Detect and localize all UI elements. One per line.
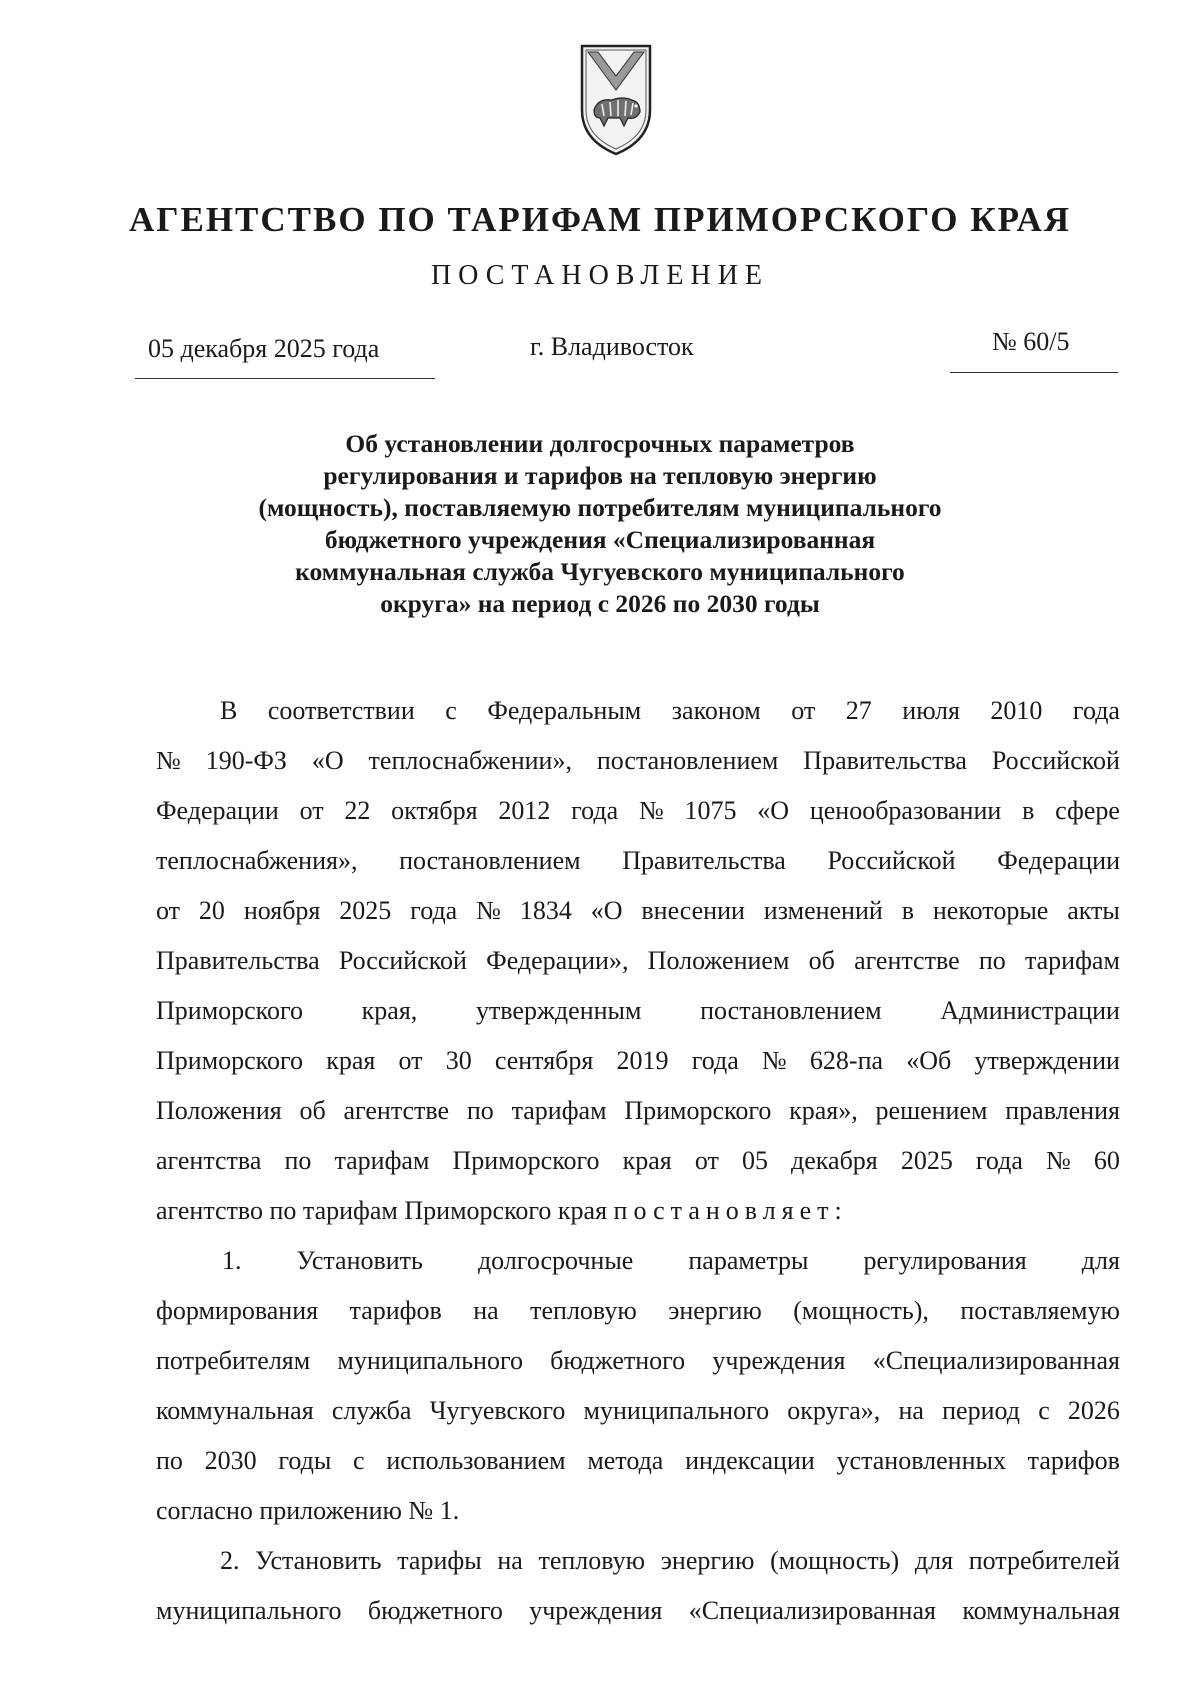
word: года [691, 1046, 739, 1075]
text-line [156, 1586, 1120, 1636]
document-subject [0, 428, 1200, 620]
word: об [808, 946, 835, 975]
agency-title: АГЕНТСТВО ПО ТАРИФАМ ПРИМОРСКОГО КРАЯ [128, 200, 1072, 239]
text-line [156, 836, 1120, 886]
word: изменений [763, 896, 883, 925]
word: 1834 [519, 896, 572, 925]
word: 2010 [990, 696, 1043, 725]
text-line [156, 736, 1120, 786]
word: агентстве [343, 1096, 450, 1125]
word: октября [391, 796, 478, 825]
word: Приморского [452, 1146, 600, 1175]
item-2-paragraph [156, 1536, 1120, 1636]
word: июля [902, 696, 960, 725]
preamble-closing-line [156, 1186, 1120, 1236]
word: агентстве [854, 946, 960, 975]
item-1-paragraph [156, 1236, 1120, 1486]
document-city: г. Владивосток [530, 332, 694, 361]
word: на [473, 1296, 499, 1325]
word: установленных [836, 1446, 1006, 1475]
word: для [914, 1546, 954, 1575]
word: параметры [688, 1246, 809, 1275]
word: № [156, 746, 181, 775]
word: «О [590, 896, 623, 925]
word: Федерации [156, 796, 279, 825]
word: В [220, 696, 238, 725]
word: тарифы [397, 1546, 482, 1575]
word: индексации [685, 1446, 815, 1475]
word: 60 [1093, 1146, 1120, 1175]
text-line [156, 1036, 1120, 1086]
word: № [761, 1046, 787, 1075]
word: Федерации», [486, 946, 629, 975]
word: 20 [198, 896, 225, 925]
text-line [156, 936, 1120, 986]
word: по [466, 1096, 494, 1125]
word: Федеральным [487, 696, 642, 725]
word: ценообразовании [809, 796, 1002, 825]
word: Положением [647, 946, 790, 975]
subject-line: округа» на период с 2026 по 2030 годы [380, 589, 820, 618]
text-line [156, 786, 1120, 836]
word: 1075 [684, 796, 737, 825]
text-line [156, 986, 1120, 1036]
word: 22 [344, 796, 371, 825]
word: по [284, 1146, 312, 1175]
word: от [694, 1146, 719, 1175]
word: года [975, 1146, 1023, 1175]
word: 30 [445, 1046, 472, 1075]
word: коммунальная [156, 1396, 314, 1425]
word: Приморского [156, 1046, 304, 1075]
word: по [156, 1446, 183, 1475]
word: Правительства [156, 946, 320, 975]
word: внесении [641, 896, 745, 925]
word: в [1022, 796, 1035, 825]
word: «О [757, 796, 790, 825]
word: 1. [222, 1246, 242, 1275]
word: законом [671, 696, 761, 725]
word: декабря [791, 1146, 878, 1175]
paragraph-text: согласно приложению № 1. [156, 1496, 460, 1525]
word: Федерации [997, 846, 1120, 875]
word: некоторые [932, 896, 1049, 925]
word: энергию [660, 1546, 755, 1575]
text-line [156, 1086, 1120, 1136]
word: 2. [220, 1546, 240, 1575]
word: Установить [255, 1546, 382, 1575]
word: Приморского [624, 1096, 772, 1125]
word: на [497, 1546, 523, 1575]
number-underline [950, 372, 1118, 373]
word: сентября [494, 1046, 594, 1075]
word: от [299, 796, 324, 825]
subject-line: коммунальная служба Чугуевского муниципального [295, 557, 905, 586]
word: утверждении [974, 1046, 1120, 1075]
word: края [326, 1046, 376, 1075]
text-line [156, 1436, 1120, 1486]
word: в [901, 896, 914, 925]
text-line [156, 1286, 1120, 1336]
word: бюджетного [550, 1346, 686, 1375]
word: соответствии [267, 696, 415, 725]
text-line [156, 686, 1120, 736]
word: Положения [156, 1096, 282, 1125]
coat-of-arms-emblem [578, 40, 654, 158]
word: (мощность) [770, 1546, 900, 1575]
subject-line: Об установлении долгосрочных параметров [345, 429, 855, 458]
word: «О [311, 746, 344, 775]
word: формирования [156, 1296, 319, 1325]
text-line [156, 1336, 1120, 1386]
word: учреждения [529, 1596, 663, 1625]
document-number: № 60/5 [992, 327, 1070, 356]
word: Российской [827, 846, 956, 875]
word: от [398, 1046, 423, 1075]
word: муниципального [156, 1596, 342, 1625]
word: постановлением [700, 996, 882, 1025]
word: муниципального [337, 1346, 523, 1375]
word: решением [875, 1096, 988, 1125]
word: 2012 [498, 796, 551, 825]
word: Правительства [803, 746, 967, 775]
word: тарифов [1027, 1446, 1120, 1475]
word: теплоснабжении», [368, 746, 572, 775]
preamble-paragraph [156, 686, 1120, 1186]
word: 2025 [339, 896, 392, 925]
subject-line: (мощность), поставляемую потребителям муниципального [258, 493, 942, 522]
text-line [156, 886, 1120, 936]
word: Правительства [622, 846, 786, 875]
word: 190-ФЗ [205, 746, 287, 775]
word: тепловую [538, 1546, 646, 1575]
word: Администрации [940, 996, 1120, 1025]
word: тарифов [349, 1296, 442, 1325]
closing-text: агентство по тарифам Приморского края [156, 1196, 608, 1225]
text-line [156, 1386, 1120, 1436]
word: «Специализированная [688, 1596, 936, 1625]
word: потребителей [968, 1546, 1120, 1575]
word: № [638, 796, 664, 825]
word: бюджетного [367, 1596, 503, 1625]
word: потребителям [156, 1346, 311, 1375]
word: долгосрочные [477, 1246, 634, 1275]
document-date: 05 декабря 2025 года [148, 334, 380, 363]
word: округа», [787, 1396, 881, 1425]
word: (мощность), [793, 1296, 929, 1325]
word: ноября [243, 896, 321, 925]
word: 628-па [809, 1046, 884, 1075]
word: Чугуевского [429, 1396, 566, 1425]
word: края [622, 1146, 672, 1175]
item-1-last-line [156, 1486, 1120, 1536]
word: с [353, 1446, 365, 1475]
word: использованием [386, 1446, 566, 1475]
word: «Об [906, 1046, 952, 1075]
word: «Специализированная [872, 1346, 1120, 1375]
word: поставляемую [960, 1296, 1120, 1325]
closing-verb: постановляет: [613, 1196, 848, 1225]
word: по [978, 946, 1006, 975]
word: постановлением [399, 846, 581, 875]
word: № [1046, 1146, 1071, 1175]
word: Российской [991, 746, 1120, 775]
word: Российской [338, 946, 467, 975]
word: Установить [296, 1246, 423, 1275]
word: коммунальная [962, 1596, 1120, 1625]
word: об [299, 1096, 326, 1125]
word: сфере [1055, 796, 1120, 825]
word: акты [1067, 896, 1120, 925]
document-body [156, 686, 1120, 1636]
word: края», [789, 1096, 858, 1125]
word: года [571, 796, 619, 825]
word: теплоснабжения», [156, 846, 358, 875]
word: 2030 [204, 1446, 257, 1475]
word: 27 [845, 696, 872, 725]
word: агентства [156, 1146, 262, 1175]
word: года [1072, 696, 1120, 725]
document-type: ПОСТАНОВЛЕНИЕ [430, 260, 770, 291]
word: тарифам [511, 1096, 607, 1125]
word: служба [331, 1396, 412, 1425]
word: постановлением [596, 746, 779, 775]
text-line [156, 1236, 1120, 1286]
text-line [156, 1536, 1120, 1586]
word: тепловую [530, 1296, 637, 1325]
subject-line: бюджетного учреждения «Специализированная [324, 525, 876, 554]
word: края, [361, 996, 418, 1025]
word: учреждения [712, 1346, 846, 1375]
word: № [476, 896, 501, 925]
word: с [1038, 1396, 1050, 1425]
word: регулирования [863, 1246, 1027, 1275]
word: года [410, 896, 458, 925]
subject-line: регулирования и тарифов на тепловую энергию [323, 461, 877, 490]
date-underline [135, 378, 435, 379]
word: на [898, 1396, 924, 1425]
word: энергию [668, 1296, 762, 1325]
word: от [156, 896, 181, 925]
word: правления [1005, 1096, 1120, 1125]
text-line [156, 1136, 1120, 1186]
word: 2025 [900, 1146, 953, 1175]
word: тарифам [1024, 946, 1120, 975]
word: тарифам [334, 1146, 430, 1175]
word: муниципального [583, 1396, 770, 1425]
word: 2019 [616, 1046, 669, 1075]
word: от [791, 696, 816, 725]
word: Приморского [156, 996, 304, 1025]
word: метода [587, 1446, 664, 1475]
word: для [1081, 1246, 1120, 1275]
word: утвержденным [475, 996, 642, 1025]
word: годы [278, 1446, 332, 1475]
word: с [445, 696, 457, 725]
word: период [942, 1396, 1020, 1425]
word: 05 [741, 1146, 768, 1175]
word: 2026 [1067, 1396, 1120, 1425]
